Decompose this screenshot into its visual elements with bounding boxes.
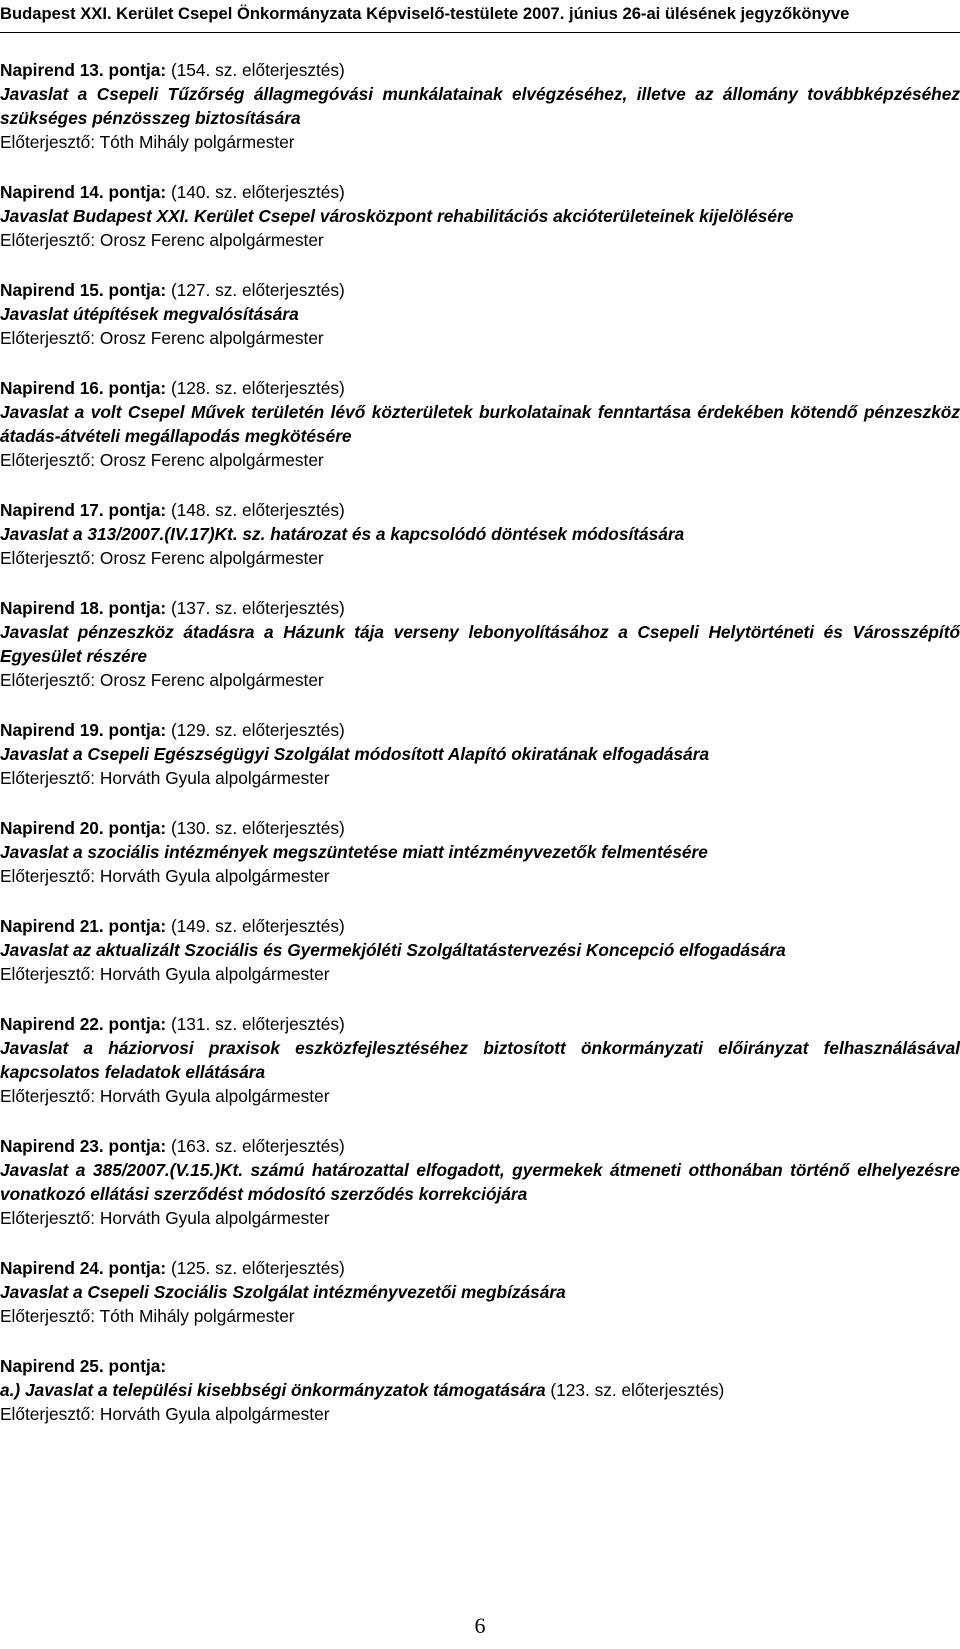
presenter-label: Előterjesztő:: [0, 450, 96, 470]
agenda-number: Napirend 22. pontja:: [0, 1014, 167, 1034]
presenter-label: Előterjesztő:: [0, 132, 96, 152]
presenter-label: Előterjesztő:: [0, 548, 96, 568]
presenter-label: Előterjesztő:: [0, 1404, 96, 1424]
header-title: Budapest XXI. Kerület Csepel Önkormányzata Képviselő-testülete 2007. június 26-ai ülésének jegyzőkönyve: [0, 4, 850, 23]
agenda-number: Napirend 14. pontja:: [0, 182, 167, 202]
agenda-item-22: [0, 1012, 960, 1108]
agenda-number: Napirend 24. pontja:: [0, 1258, 167, 1278]
agenda-reference: (154. sz. előterjesztés): [170, 60, 345, 80]
presenter-label: Előterjesztő:: [0, 230, 96, 250]
agenda-title: Javaslat a Csepeli Tűzőrség állagmegóvási munkálatainak elvégzéséhez, illetve az állomány továbbképzéséhez szükséges pénzösszeg biztosítására: [0, 84, 960, 128]
agenda-title: Javaslat a volt Csepel Művek területén lévő közterületek burkolatainak fenntartása érdekében kötendő pénzeszköz átadás-átvételi megállapodás megkötésére: [0, 402, 960, 446]
agenda-title: Javaslat Budapest XXI. Kerület Csepel városközpont rehabilitációs akcióterületeinek kijelölésére: [0, 206, 794, 226]
agenda-reference: (140. sz. előterjesztés): [170, 182, 345, 202]
agenda-reference: (148. sz. előterjesztés): [170, 500, 345, 520]
agenda-title: Javaslat pénzeszköz átadásra a Házunk tája verseny lebonyolításához a Csepeli Helytörténeti és Városszépítő Egyesület részére: [0, 622, 960, 666]
agenda-reference: (137. sz. előterjesztés): [170, 598, 345, 618]
agenda-reference: (163. sz. előterjesztés): [170, 1136, 345, 1156]
agenda-title: Javaslat a Csepeli Szociális Szolgálat intézményvezetői megbízására: [0, 1282, 566, 1302]
presenter-name: Horváth Gyula alpolgármester: [99, 1086, 330, 1106]
document-header: [0, 4, 960, 33]
agenda-reference: (131. sz. előterjesztés): [170, 1014, 345, 1034]
agenda-title: Javaslat a 385/2007.(V.15.)Kt. számú határozattal elfogadott, gyermekek átmeneti otthonában történő elhelyezésre vonatkozó ellátási szerződést módosító szerződés korrekciójára: [0, 1160, 960, 1204]
presenter-name: Horváth Gyula alpolgármester: [99, 1208, 330, 1228]
agenda-item-14: [0, 180, 960, 252]
agenda-number: Napirend 17. pontja:: [0, 500, 167, 520]
agenda-item-25: [0, 1354, 960, 1426]
agenda-title: Javaslat útépítések megvalósítására: [0, 304, 299, 324]
agenda-list: [0, 58, 960, 1452]
page-number: 6: [474, 1613, 486, 1638]
agenda-item-15: [0, 278, 960, 350]
presenter-label: Előterjesztő:: [0, 866, 96, 886]
presenter-name: Orosz Ferenc alpolgármester: [99, 328, 324, 348]
agenda-number: Napirend 25. pontja:: [0, 1356, 167, 1376]
agenda-title: Javaslat a háziorvosi praxisok eszközfejlesztéséhez biztosított önkormányzati előirányzat felhasználásával kapcsolatos feladatok ellátására: [0, 1038, 960, 1082]
agenda-title: Javaslat a 313/2007.(IV.17)Kt. sz. határozat és a kapcsolódó döntések módosítására: [0, 524, 685, 544]
agenda-reference: (127. sz. előterjesztés): [170, 280, 345, 300]
presenter-name: Tóth Mihály polgármester: [99, 132, 295, 152]
agenda-number: Napirend 21. pontja:: [0, 916, 167, 936]
agenda-item-21: [0, 914, 960, 986]
presenter-name: Horváth Gyula alpolgármester: [99, 1404, 330, 1424]
presenter-name: Orosz Ferenc alpolgármester: [99, 450, 324, 470]
presenter-label: Előterjesztő:: [0, 1086, 96, 1106]
agenda-item-24: [0, 1256, 960, 1328]
agenda-item-18: [0, 596, 960, 692]
presenter-label: Előterjesztő:: [0, 768, 96, 788]
presenter-name: Orosz Ferenc alpolgármester: [99, 670, 324, 690]
agenda-number: Napirend 18. pontja:: [0, 598, 167, 618]
presenter-label: Előterjesztő:: [0, 964, 96, 984]
agenda-number: Napirend 15. pontja:: [0, 280, 167, 300]
agenda-reference: (129. sz. előterjesztés): [170, 720, 345, 740]
agenda-title: Javaslat a szociális intézmények megszüntetése miatt intézményvezetők felmentésére: [0, 842, 708, 862]
agenda-number: Napirend 23. pontja:: [0, 1136, 167, 1156]
agenda-item-17: [0, 498, 960, 570]
agenda-number: Napirend 19. pontja:: [0, 720, 167, 740]
agenda-title: a.) Javaslat a települési kisebbségi önkormányzatok támogatására: [0, 1380, 546, 1400]
presenter-name: Horváth Gyula alpolgármester: [99, 866, 330, 886]
agenda-item-20: [0, 816, 960, 888]
agenda-number: Napirend 13. pontja:: [0, 60, 167, 80]
presenter-name: Horváth Gyula alpolgármester: [99, 768, 330, 788]
presenter-name: Orosz Ferenc alpolgármester: [99, 548, 324, 568]
presenter-label: Előterjesztő:: [0, 1208, 96, 1228]
presenter-label: Előterjesztő:: [0, 328, 96, 348]
agenda-title: Javaslat az aktualizált Szociális és Gyermekjóléti Szolgáltatástervezési Koncepció elfogadására: [0, 940, 786, 960]
agenda-reference: (125. sz. előterjesztés): [170, 1258, 345, 1278]
agenda-reference: (128. sz. előterjesztés): [170, 378, 345, 398]
presenter-name: Horváth Gyula alpolgármester: [99, 964, 330, 984]
presenter-name: Orosz Ferenc alpolgármester: [99, 230, 324, 250]
agenda-item-19: [0, 718, 960, 790]
agenda-reference: (149. sz. előterjesztés): [170, 916, 345, 936]
presenter-label: Előterjesztő:: [0, 670, 96, 690]
presenter-name: Tóth Mihály polgármester: [99, 1306, 295, 1326]
agenda-number: Napirend 20. pontja:: [0, 818, 167, 838]
agenda-item-23: [0, 1134, 960, 1230]
agenda-item-16: [0, 376, 960, 472]
agenda-title: Javaslat a Csepeli Egészségügyi Szolgálat módosított Alapító okiratának elfogadására: [0, 744, 710, 764]
agenda-reference: (130. sz. előterjesztés): [170, 818, 345, 838]
agenda-item-13: [0, 58, 960, 154]
agenda-reference: (123. sz. előterjesztés): [550, 1380, 725, 1400]
presenter-label: Előterjesztő:: [0, 1306, 96, 1326]
agenda-number: Napirend 16. pontja:: [0, 378, 167, 398]
